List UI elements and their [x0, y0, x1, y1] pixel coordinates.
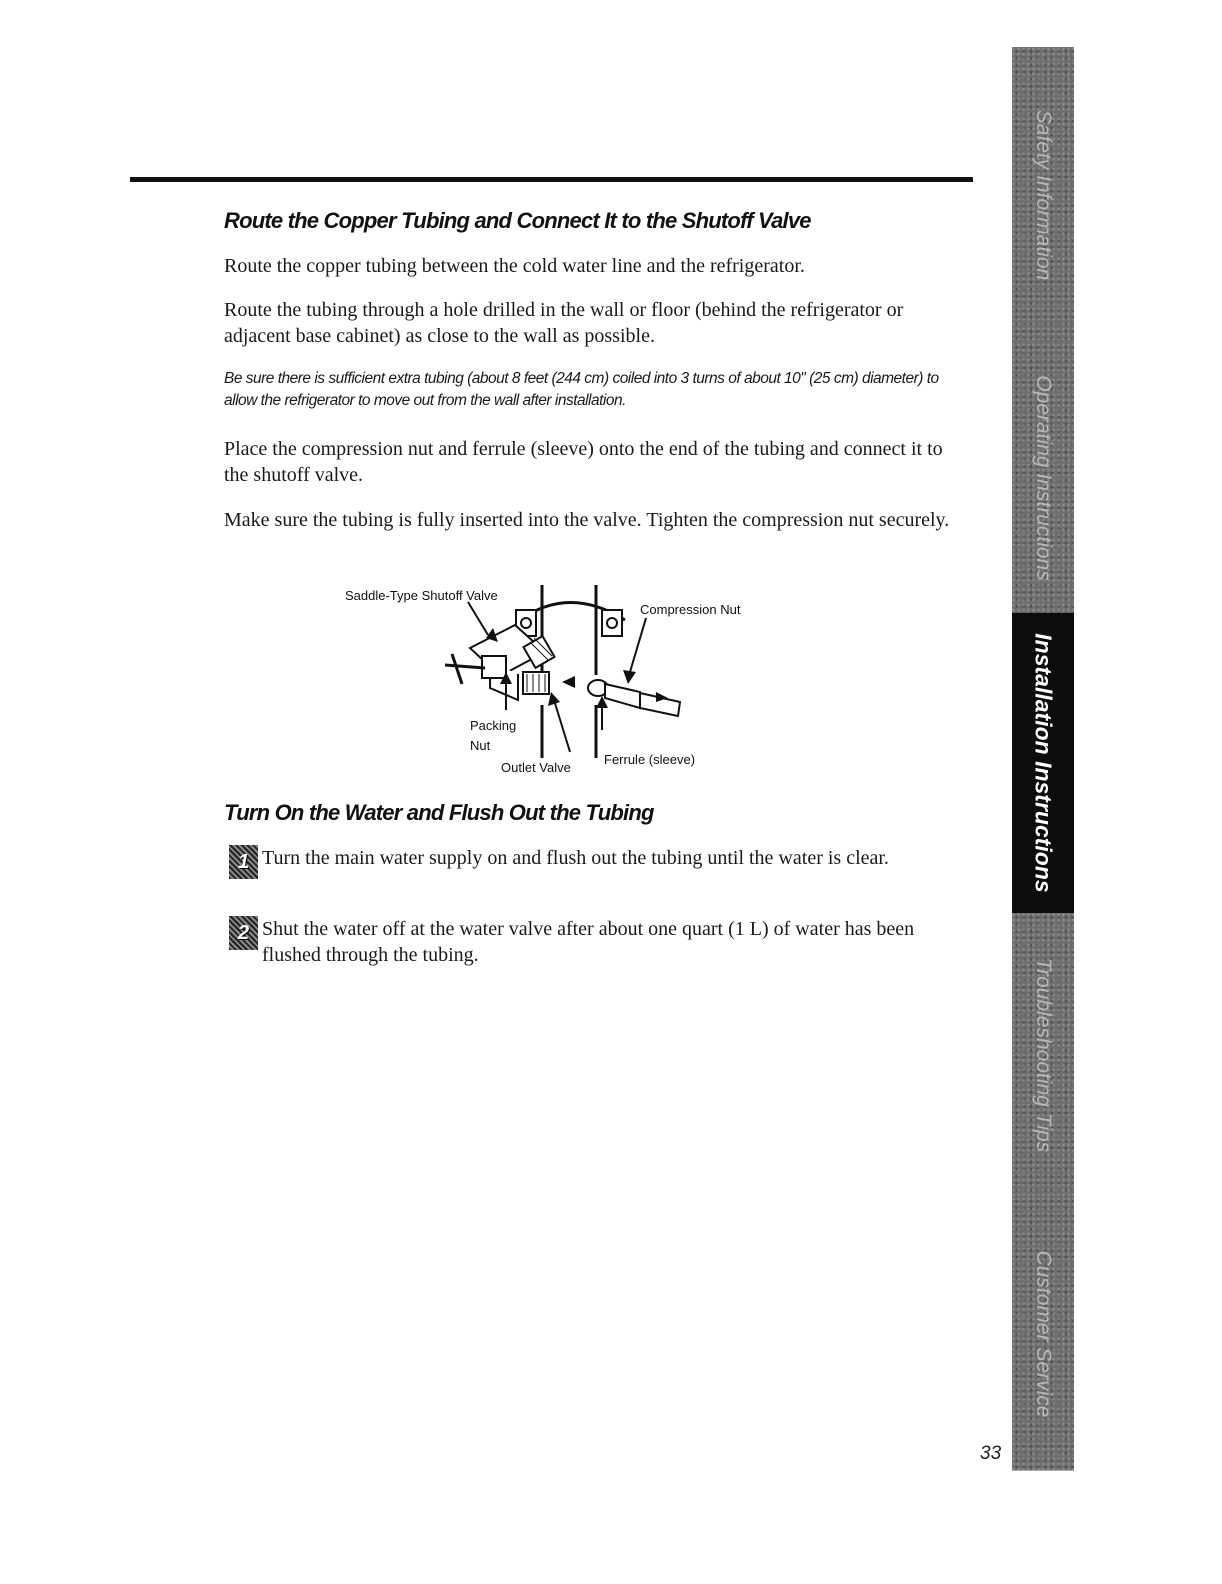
section-tabs — [1012, 47, 1074, 1470]
label-saddle-valve: Saddle-Type Shutoff Valve — [345, 588, 498, 603]
label-nut: Nut — [470, 738, 491, 753]
label-ferrule: Ferrule (sleeve) — [604, 752, 696, 767]
tab-label: Installation Instructions — [1030, 633, 1057, 893]
step-2-icon: 2 — [229, 916, 258, 950]
paragraph-tighten-nut: Make sure the tubing is fully inserted into the valve. Tighten the compression nut securely. — [224, 509, 950, 531]
section-title-flush-tubing: Turn On the Water and Flush Out the Tubing — [224, 800, 654, 825]
tab-safety-information[interactable] — [1012, 47, 1074, 344]
tab-label: Customer Service — [1032, 1250, 1055, 1417]
outlet-fitting — [523, 672, 549, 694]
paragraph-compression-nut: Place the compression nut and ferrule (sleeve) onto the end of the tubing and connect it to the shutoff valve. — [224, 438, 943, 486]
step-1-icon: 1 — [229, 845, 258, 879]
cold-water-pipe — [542, 585, 596, 758]
step-2-text: Shut the water off at the water valve after about one quart (1 L) of water has been flushed through the tubing. — [262, 918, 915, 966]
tab-installation-instructions[interactable] — [1012, 613, 1074, 914]
shutoff-valve-diagram — [340, 580, 760, 780]
tab-label: Operating Instructions — [1032, 375, 1055, 581]
paragraph-route-tubing: Route the copper tubing between the cold water line and the refrigerator. — [224, 255, 805, 277]
paragraph-drill-hole: Route the tubing through a hole drilled in the wall or floor (behind the refrigerator or adjacent base cabinet) as close to the wall as possible. — [224, 299, 904, 347]
header-rule — [130, 177, 973, 182]
label-compression-nut: Compression Nut — [640, 602, 741, 617]
label-packing: Packing — [470, 718, 517, 733]
note-extra-tubing: Be sure there is sufficient extra tubing (about 8 feet (244 cm) coiled into 3 turns of about 10" (25 cm) diameter) to allow the refrigerator to move out from the wall after installation. — [224, 370, 939, 409]
tab-customer-service[interactable] — [1012, 1197, 1074, 1471]
label-outlet-valve: Outlet Valve — [501, 760, 571, 775]
tab-label: Safety Information — [1032, 109, 1055, 281]
step-1-text: Turn the main water supply on and flush out the tubing until the water is clear. — [262, 847, 889, 869]
tab-troubleshooting-tips[interactable] — [1012, 913, 1074, 1198]
section-title-route-tubing: Route the Copper Tubing and Connect It to the Shutoff Valve — [224, 208, 811, 233]
page-number: 33 — [980, 1443, 1002, 1464]
saddle-clamp — [516, 603, 625, 637]
tab-label: Troubleshooting Tips — [1032, 957, 1055, 1153]
tab-operating-instructions[interactable] — [1012, 343, 1074, 614]
